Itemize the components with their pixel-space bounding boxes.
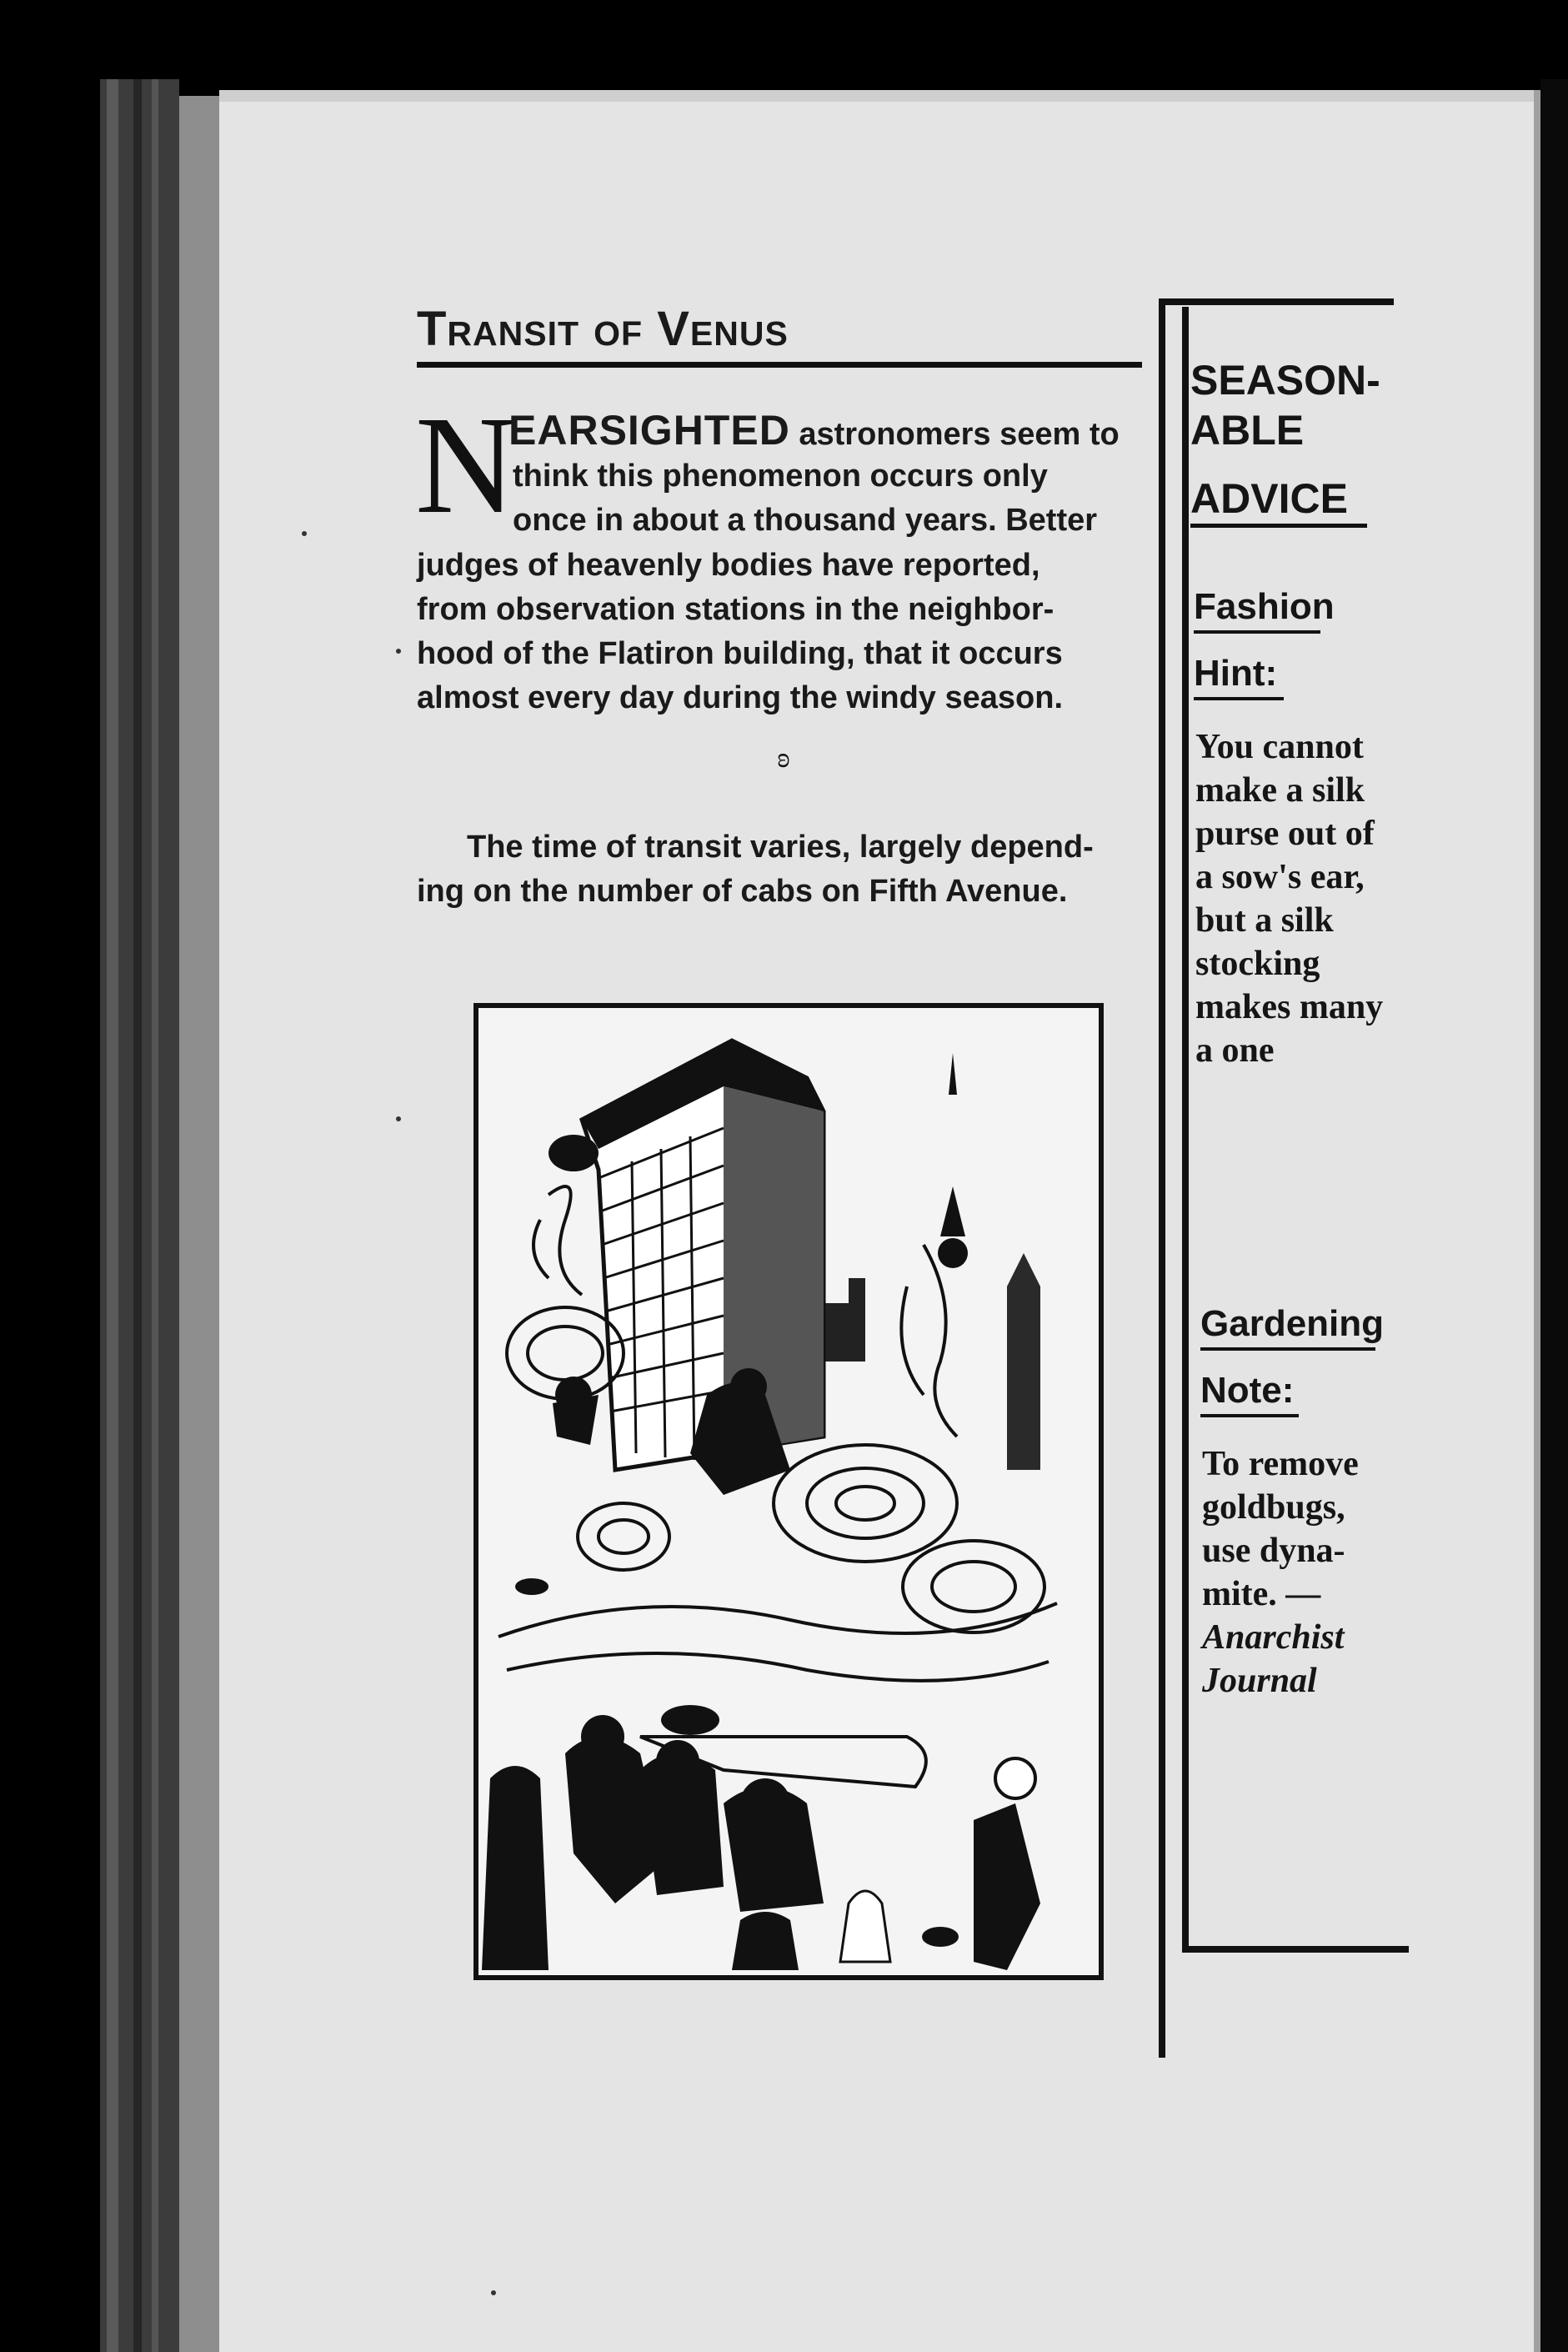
sidebar-heading-line-2: ABLE bbox=[1190, 407, 1305, 454]
fashion-hint-line: a sow's ear, bbox=[1195, 858, 1365, 896]
fashion-hint-line: makes many bbox=[1195, 988, 1384, 1026]
fashion-hint-label-line-1: Fashion bbox=[1194, 586, 1335, 627]
sidebar-heading-underline bbox=[1190, 524, 1367, 528]
gardening-attribution-line: Anarchist bbox=[1202, 1618, 1345, 1657]
gardening-note-label-line-2: Note: bbox=[1200, 1370, 1295, 1411]
paragraph-1-line-7: almost every day during the windy season. bbox=[417, 680, 1064, 715]
section-ornament: ʚ bbox=[777, 743, 790, 774]
fashion-hint-line: You cannot bbox=[1195, 728, 1364, 766]
sidebar-heading-line-3: ADVICE bbox=[1190, 475, 1348, 522]
drop-cap: N bbox=[415, 388, 517, 543]
paragraph-1-line-2: think this phenomenon occurs only bbox=[513, 459, 1048, 494]
paragraph-1-line-4: judges of heavenly bodies have reported, bbox=[417, 548, 1040, 583]
fashion-hint-line: but a silk bbox=[1195, 901, 1334, 940]
gardening-note-text bbox=[1202, 1442, 1359, 1703]
paragraph-1-lead: EARSIGHTED bbox=[508, 407, 790, 454]
gardening-note-line: use dyna- bbox=[1202, 1532, 1345, 1570]
fashion-hint-line: stocking bbox=[1195, 945, 1320, 983]
paragraph-1-line-1 bbox=[508, 409, 1142, 456]
fashion-hint-line: purse out of bbox=[1195, 815, 1375, 853]
flatiron-cartoon-illustration bbox=[473, 1003, 1104, 1980]
fashion-hint-text bbox=[1195, 725, 1383, 1072]
gardening-attribution-line: Journal bbox=[1202, 1662, 1317, 1700]
paragraph-1-line-1-rest: astronomers seem to bbox=[799, 417, 1120, 452]
article-title: Transit of Venus bbox=[417, 302, 789, 356]
gardening-note-line: To remove bbox=[1202, 1445, 1359, 1483]
paragraph-1-line-5: from observation stations in the neighbor- bbox=[417, 592, 1055, 627]
title-underline bbox=[417, 362, 1142, 368]
sidebar-heading-line-1: SEASON- bbox=[1190, 357, 1380, 404]
fashion-hint-underline-1 bbox=[1194, 630, 1320, 634]
paragraph-1-line-6: hood of the Flatiron building, that it occurs bbox=[417, 636, 1063, 671]
gardening-note-label-line-1: Gardening bbox=[1200, 1303, 1385, 1344]
gardening-note-line: mite. — bbox=[1202, 1575, 1321, 1613]
sidebar-frame bbox=[1159, 298, 1409, 2058]
gardening-note-line: goldbugs, bbox=[1202, 1488, 1345, 1527]
fashion-hint-line: make a silk bbox=[1195, 771, 1365, 810]
fashion-hint-line: a one bbox=[1195, 1031, 1275, 1070]
fashion-hint-underline-2 bbox=[1194, 697, 1284, 700]
paragraph-2-line-2: ing on the number of cabs on Fifth Avenue. bbox=[417, 874, 1068, 909]
gardening-note-underline-1 bbox=[1200, 1347, 1375, 1351]
fashion-hint-label-line-2: Hint: bbox=[1194, 653, 1278, 694]
paragraph-1-line-3: once in about a thousand years. Better bbox=[513, 503, 1098, 538]
paragraph-2-line-1: The time of transit varies, largely depend- bbox=[467, 830, 1094, 865]
gardening-note-underline-2 bbox=[1200, 1414, 1299, 1417]
